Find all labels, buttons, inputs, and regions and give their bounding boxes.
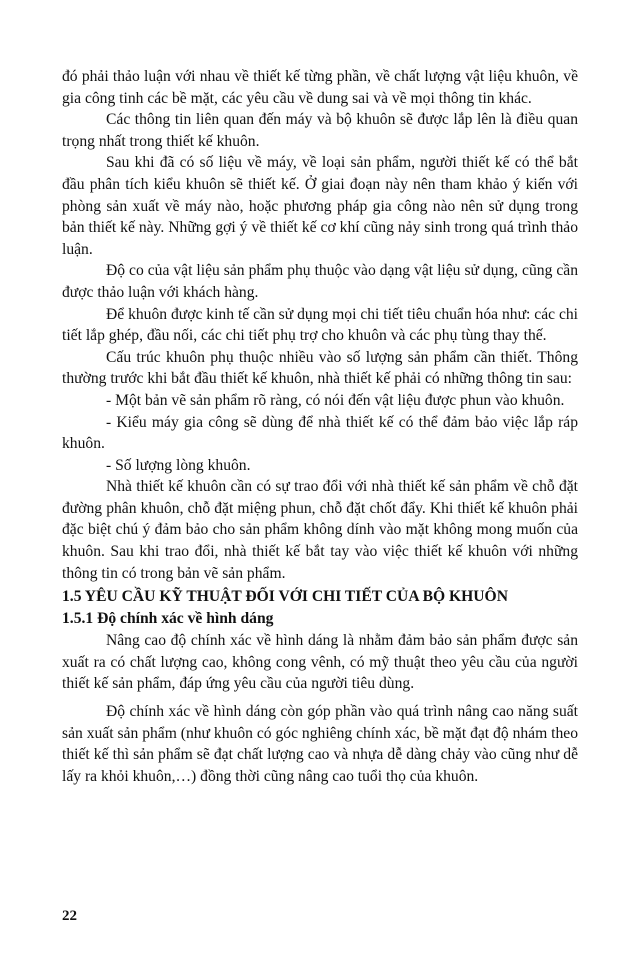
paragraph-standard-parts: Để khuôn được kinh tế cần sử dụng mọi chi tiết tiêu chuẩn hóa như: các chi tiết lắp ghép, đầu nối, các chi tiết phụ trợ cho khuôn và các phụ tùng thay thế.	[62, 305, 578, 345]
page-number: 22	[62, 908, 77, 924]
list-item-drawing: - Một bản vẽ sản phẩm rõ ràng, có nói đến vật liệu được phun vào khuôn.	[106, 391, 565, 409]
page-body	[62, 66, 578, 787]
paragraph-continuation: đó phải thảo luận với nhau về thiết kế từng phần, về chất lượng vật liệu khuôn, về gia công tinh các bề mặt, các yêu cầu về dung sai và về mọi thông tin khác.	[62, 68, 578, 107]
paragraph-shrinkage: Độ co của vật liệu sản phẩm phụ thuộc vào dạng vật liệu sử dụng, cũng cần được thảo luận với khách hàng.	[62, 262, 578, 301]
paragraph-machine-info: Các thông tin liên quan đến máy và bộ khuôn sẽ được lắp lên là điều quan trọng nhất trong thiết kế khuôn.	[62, 111, 578, 150]
paragraph-designer-exchange: Nhà thiết kế khuôn cần có sự trao đổi với nhà thiết kế sản phẩm về chỗ đặt đường phân khuôn, chỗ đặt miệng phun, chỗ đặt chốt đẩy. Khi thiết kế khuôn phải đặc biệt chú ý đảm bảo cho sản phẩm không dính vào mặt không mong muốn của khuôn. Sau khi trao đổi, nhà thiết kế bắt tay vào việc thiết kế khuôn với những thông tin có trong bản vẽ sản phẩm.	[62, 478, 578, 582]
paragraph-productivity: Độ chính xác về hình dáng còn góp phần vào quá trình nâng cao năng suất sản xuất sản phẩm (như khuôn có góc nghiêng chính xác, bề mặt đạt độ nhám theo thiết kế thì sản phẩm sẽ đạt chất lượng cao và nhựa dễ dàng chảy vào cũng như dễ lấy ra khỏi khuôn,…) đồng thời cũng nâng cao tuổi thọ của khuôn.	[62, 703, 578, 785]
section-heading: 1.5 YÊU CẦU KỸ THUẬT ĐỐI VỚI CHI TIẾT CỦA BỘ KHUÔN	[62, 588, 508, 606]
subsection-heading: 1.5.1 Độ chính xác về hình dáng	[62, 610, 274, 628]
list-item-cavity-count: - Số lượng lòng khuôn.	[106, 456, 251, 474]
list-item-machine-type: - Kiểu máy gia công sẽ dùng để nhà thiết kế có thể đảm bảo việc lắp ráp khuôn.	[62, 413, 578, 453]
paragraph-analysis: Sau khi đã có số liệu về máy, về loại sản phẩm, người thiết kế có thể bắt đầu phân tích kiểu khuôn sẽ thiết kế. Ở giai đoạn này nên tham khảo ý kiến với phòng sản xuất về máy nào, hoặc phương pháp gia công nào nên sử dụng trong bản thiết kế này. Những gợi ý về thiết kế cơ khí cũng nảy sinh trong quá trình thảo luận.	[62, 154, 578, 258]
paragraph-mold-structure: Cấu trúc khuôn phụ thuộc nhiều vào số lượng sản phẩm cần thiết. Thông thường trước khi bắt đầu thiết kế khuôn, nhà thiết kế phải có những thông tin sau:	[62, 348, 578, 388]
paragraph-shape-accuracy: Nâng cao độ chính xác về hình dáng là nhằm đảm bảo sản phẩm được sản xuất ra có chất lượng cao, không cong vênh, có mỹ thuật theo yêu cầu của người thiết kế sản phẩm, đáp ứng yêu cầu của người tiêu dùng.	[62, 632, 578, 693]
